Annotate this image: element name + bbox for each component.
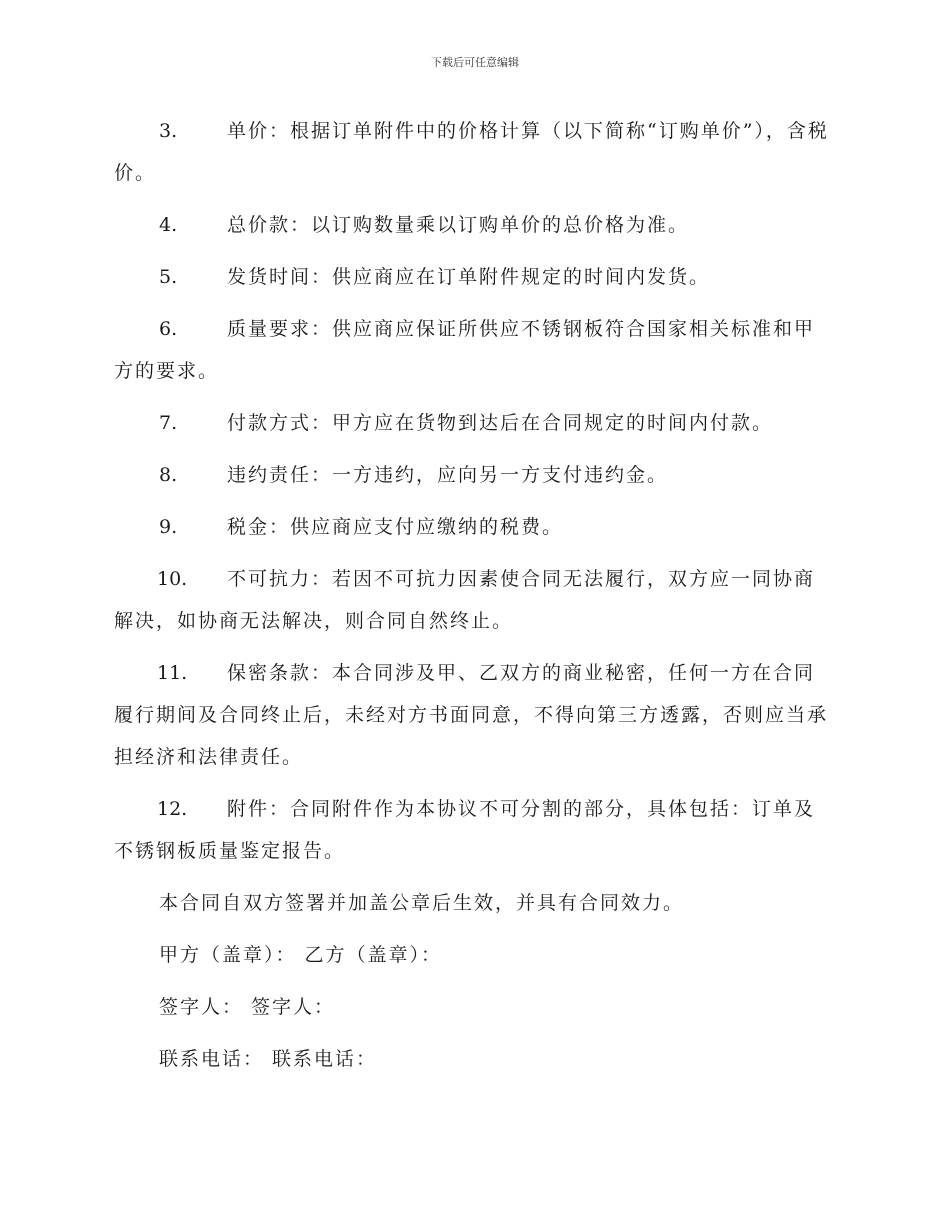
signer-line: 签字人： 签字人： <box>159 996 336 1018</box>
clause-number: 7. <box>159 412 178 434</box>
clause-9 <box>114 506 834 548</box>
clause-text: 发货时间：供应商应在订单附件规定的时间内发货。 <box>227 266 711 288</box>
clause-7 <box>114 402 834 444</box>
clause-number: 5. <box>159 266 178 288</box>
clause-text: 附件：合同附件作为本协议不可分割的部分，具体包括：订单及不锈钢板质量鉴定报告。 <box>114 798 816 862</box>
clause-text: 不可抗力：若因不可抗力因素使合同无法履行，双方应一同协商解决，如协商无法解决，则合同自然终止。 <box>114 568 816 632</box>
clause-8 <box>114 454 834 496</box>
clause-3 <box>114 110 834 194</box>
clause-text: 付款方式：甲方应在货物到达后在合同规定的时间内付款。 <box>227 412 774 434</box>
clause-10 <box>114 558 834 642</box>
clause-number: 3. <box>159 120 178 142</box>
clause-text: 税金：供应商应支付应缴纳的税费。 <box>227 516 564 538</box>
contract-body <box>114 110 834 1090</box>
clause-number: 11. <box>157 662 188 684</box>
clause-number: 6. <box>159 318 178 340</box>
clause-5 <box>114 256 834 298</box>
phone-line: 联系电话： 联系电话： <box>159 1048 378 1070</box>
clause-number: 10. <box>157 568 188 590</box>
clause-11 <box>114 652 834 778</box>
clause-number: 9. <box>159 516 178 538</box>
clause-number: 4. <box>159 214 178 236</box>
page-header-note: 下载后可任意编辑 <box>431 56 519 69</box>
clause-text: 违约责任：一方违约，应向另一方支付违约金。 <box>227 464 669 486</box>
clause-number: 8. <box>159 464 178 486</box>
seal-line: 甲方（盖章）： 乙方（盖章）： <box>159 944 443 966</box>
clause-text: 总价款：以订购数量乘以订购单价的总价格为准。 <box>227 214 690 236</box>
clause-6 <box>114 308 834 392</box>
effective-statement: 本合同自双方签署并加盖公章后生效，并具有合同效力。 <box>159 892 685 914</box>
clause-text: 单价：根据订单附件中的价格计算（以下简称“订购单价”），含税价。 <box>114 120 829 184</box>
clause-text: 保密条款：本合同涉及甲、乙双方的商业秘密，任何一方在合同履行期间及合同终止后，未经对方书面同意，不得向第三方透露，否则应当承担经济和法律责任。 <box>114 662 829 768</box>
clause-text: 质量要求：供应商应保证所供应不锈钢板符合国家相关标准和甲方的要求。 <box>114 318 816 382</box>
clause-number: 12. <box>157 798 188 820</box>
clause-4 <box>114 204 834 246</box>
clause-12 <box>114 788 834 872</box>
